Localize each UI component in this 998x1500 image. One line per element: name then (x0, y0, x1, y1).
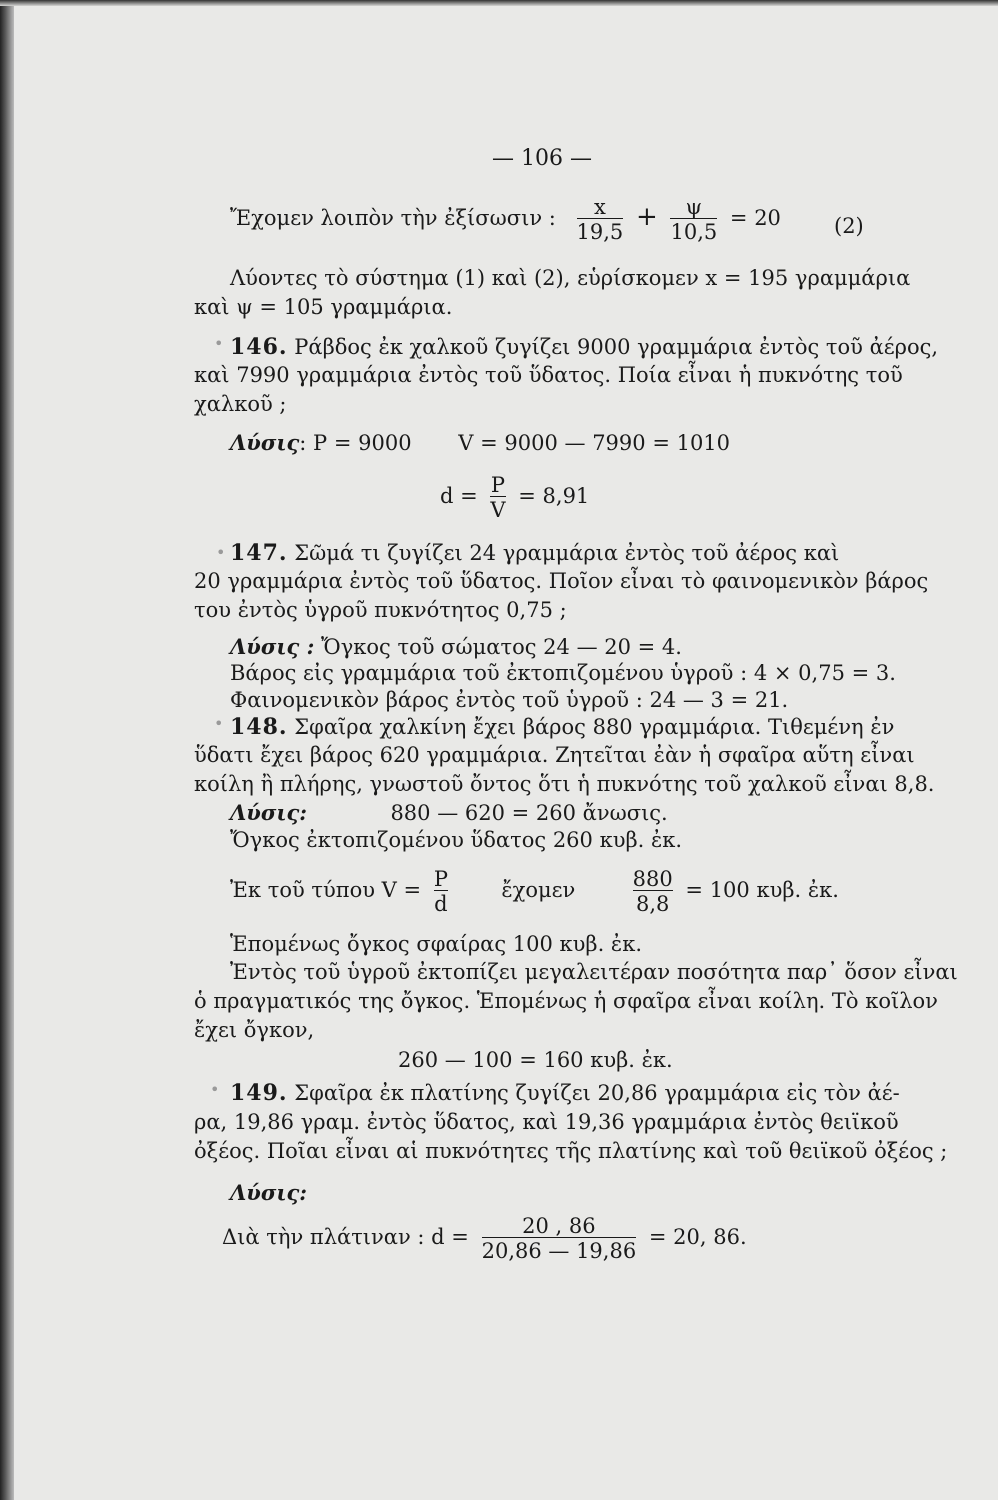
problem-147-line-3: του ἐντὸς ὑγροῦ πυκνότητος 0,75 ; (194, 598, 567, 622)
fraction-denominator: V (490, 498, 506, 523)
fraction-denominator: 8,8 (633, 890, 673, 915)
page-edge-shadow (0, 0, 14, 1500)
problem-146-line-3: χαλκοῦ ; (194, 392, 287, 416)
problem-146-line-1 (230, 336, 938, 358)
margin-mark: • (216, 543, 226, 562)
density-formula-146 (440, 474, 589, 521)
problem-147-solution-3: Φαινομενικὸν βάρος ἐντὸς τοῦ ὑγροῦ : 24 — 3 = 21. (230, 688, 789, 712)
solution-text: 880 — 620 = 260 ἄνωσις. (390, 801, 668, 825)
problem-148-solution-3: Ἑπομένως ὄγκος σφαίρας 100 κυβ. ἐκ. (230, 932, 642, 956)
problem-146-solution (230, 432, 730, 454)
solution-label: Λύσις: (230, 800, 308, 825)
problem-147-line-2: 20 γραμμάρια ἐντὸς τοῦ ὕδατος. Ποῖον εἶναι τὸ φαινομενικὸν βάρος (194, 569, 929, 593)
fraction-platinum-density (482, 1215, 637, 1262)
problem-148-line-1 (230, 716, 894, 738)
solution-text: : P = 9000 V = 9000 — 7990 = 1010 (299, 431, 731, 455)
formula-rhs: = 8,91 (518, 484, 590, 509)
problem-number: 148. (230, 714, 288, 740)
problem-148-solution-5: ὁ πραγματικός της ὄγκος. Ἑπομένως ἡ σφαῖρα εἶναι κοίλη. Τὸ κοῖλον (194, 989, 938, 1013)
margin-mark: • (214, 334, 224, 353)
problem-146-line-2: καὶ 7990 γραμμάρια ἐντὸς τοῦ ὕδατος. Ποία εἶναι ἡ πυκνότης τοῦ (194, 363, 903, 387)
margin-mark: • (214, 714, 224, 733)
problem-148-solution-1 (230, 802, 668, 824)
fraction-numerator: x (593, 195, 606, 219)
problem-148-solution-4: Ἐντὸς τοῦ ὑγροῦ ἐκτοπίζει μεγαλειτέραν ποσότητα παρ᾽ ὅσον εἶναι (230, 960, 958, 984)
problem-148-solution-2: Ὄγκος ἐκτοπιζομένου ὕδατος 260 κυβ. ἐκ. (230, 828, 683, 852)
fraction-denominator: 20,86 — 19,86 (481, 1239, 637, 1264)
equation-2 (230, 196, 781, 243)
formula-lhs: Ἐκ τοῦ τύπου V = (230, 878, 422, 903)
solution-text: Ὄγκος τοῦ σώματος 24 — 20 = 4. (321, 635, 682, 659)
fraction-numerator: 880 (632, 867, 673, 891)
problem-text: Σῶμά τι ζυγίζει 24 γραμμάρια ἐντὸς τοῦ ἀέρος καὶ (294, 541, 840, 565)
solve-line-1: Λύοντες τὸ σύστημα (1) καὶ (2), εὑρίσκομεν x = 195 γραμμάρια (230, 266, 911, 290)
equation-rhs: = 20 (729, 206, 781, 231)
solution-label: Λύσις : (230, 634, 315, 659)
margin-mark: • (210, 1080, 220, 1099)
problem-148-solution-6: ἔχει ὄγκον, (194, 1018, 315, 1042)
problem-number: 149. (230, 1080, 288, 1106)
problem-148-line-2: ὕδατι ἔχει βάρος 620 γραμμάρια. Ζητεῖται ἐὰν ἡ σφαῖρα αὕτη εἶναι (194, 743, 915, 767)
problem-number: 146. (230, 334, 288, 360)
fraction-numerator: P (490, 473, 506, 497)
formula-lhs: Διὰ τὴν πλάτιναν : d = (222, 1225, 469, 1250)
fraction-p-over-d (434, 868, 448, 915)
problem-text: Σφαῖρα χαλκίνη ἔχει βάρος 880 γραμμάρια. Τιθεμένη ἐν (294, 715, 895, 739)
problem-149-line-2: ρα, 19,86 γραμ. ἐντὸς ὕδατος, καὶ 19,36 γραμμάρια ἐντὸς θειϊκοῦ (194, 1110, 899, 1134)
fraction-numerator: ψ (685, 195, 703, 219)
formula-rhs: = 100 κυβ. ἐκ. (685, 878, 839, 903)
fraction-denominator: 19,5 (576, 220, 624, 245)
fraction-880-over-8-8 (633, 868, 673, 915)
equation-intro: Ἔχομεν λοιπὸν τὴν ἐξίσωσιν : (230, 206, 556, 231)
solution-label: Λύσις (230, 430, 300, 455)
fraction-p-over-v (490, 474, 505, 521)
page-top-shadow (0, 0, 998, 6)
problem-text: Σφαῖρα ἐκ πλατίνης ζυγίζει 20,86 γραμμάρια εἰς τὸν ἀέ- (294, 1081, 900, 1105)
problem-148-line-3: κοίλη ἢ πλήρης, γνωστοῦ ὄντος ὅτι ἡ πυκνότης τοῦ χαλκοῦ εἶναι 8,8. (194, 772, 935, 796)
formula-middle: ἔχομεν (501, 878, 576, 903)
equation-label: (2) (834, 214, 864, 238)
problem-number: 147. (230, 540, 288, 566)
solution-label: Λύσις: (230, 1180, 308, 1205)
problem-text: Ράβδος ἐκ χαλκοῦ ζυγίζει 9000 γραμμάρια ἐντὸς τοῦ ἀέρος, (294, 335, 939, 359)
solve-line-2: καὶ ψ = 105 γραμμάρια. (194, 295, 453, 319)
problem-149-line-1 (230, 1082, 900, 1104)
fraction-numerator: 20 , 86 (522, 1214, 596, 1238)
problem-147-line-1 (230, 542, 839, 564)
density-formula-149 (222, 1215, 747, 1262)
formula-lhs: d = (440, 484, 478, 509)
volume-formula-148 (230, 868, 839, 915)
problem-149-solution-label (230, 1182, 307, 1204)
problem-149-line-3: ὀξέος. Ποῖαι εἶναι αἱ πυκνότητες τῆς πλατίνης καὶ τοῦ θειϊκοῦ ὀξέος ; (194, 1139, 948, 1163)
fraction-denominator: 10,5 (670, 220, 718, 245)
fraction-numerator: P (433, 867, 448, 891)
problem-147-solution-2: Βάρος εἰς γραμμάρια τοῦ ἐκτοπιζομένου ὑγροῦ : 4 × 0,75 = 3. (230, 661, 896, 685)
fraction-denominator: d (434, 892, 448, 917)
plus-sign: + (635, 202, 658, 233)
fraction-x-over-19-5 (577, 196, 624, 243)
problem-147-solution-1 (230, 636, 682, 658)
fraction-psi-over-10-5 (670, 196, 717, 243)
problem-148-solution-7: 260 — 100 = 160 κυβ. ἐκ. (398, 1048, 673, 1072)
page-number: — 106 — (492, 146, 592, 171)
formula-rhs: = 20, 86. (648, 1225, 747, 1250)
